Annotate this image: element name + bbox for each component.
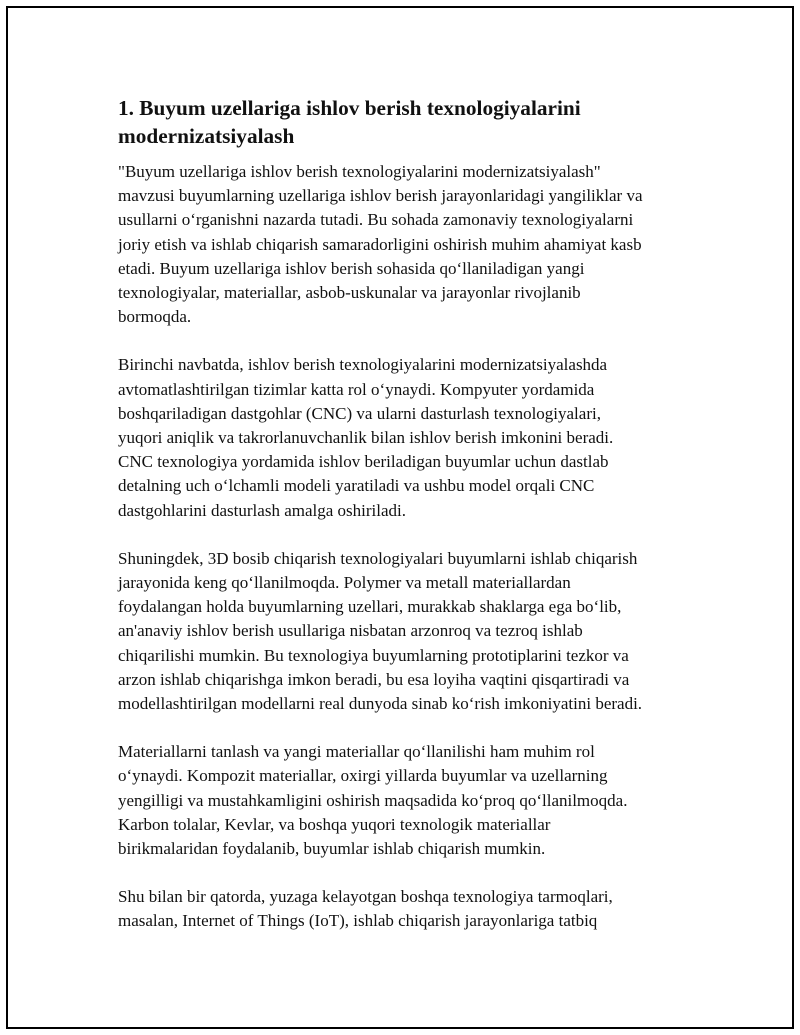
paragraph-3d-printing: Shuningdek, 3D bosib chiqarish texnologiyalari buyumlarni ishlab chiqarish jarayonida keng qo‘llanilmoqda. Polymer va metall materiallardan foydalangan holda buyumlarning uzellari, murakkab shaklarga ega bo‘lib, an'anaviy ishlov berish usullariga nisbatan arzonroq va tezroq ishlab chiqarilishi mumkin. Bu texnologiya buyumlarning prototiplarini tezkor va arzon ishlab chiqarishga imkon beradi, bu esa loyiha vaqtini qisqartiradi va modellashtirilgan modellarni real dunyoda sinab ko‘rish imkoniyatini beradi. xyxy=(118,548,643,714)
paragraph-intro: "Buyum uzellariga ishlov berish texnologiyalarini modernizatsiyalash" mavzusi buyumlarning uzellariga ishlov berish jarayonlaridagi yangiliklar va usullarni o‘rganishni nazarda tutadi. Bu sohada zamonaviy texnologiyalarni joriy etish va ishlab chiqarish samaradorligini oshirish muhim ahamiyat kasb etadi. Buyum uzellariga ishlov berish sohasida qo‘llaniladigan yangi texnologiyalar, materiallar, asbob-uskunalar va jarayonlar rivojlanib bormoqda. xyxy=(118,162,643,327)
paragraph-materials: Materiallarni tanlash va yangi materiallar qo‘llanilishi ham muhim rol o‘ynaydi. Kompozit materiallar, oxirgi yillarda buyumlar va uzellarning yengilligi va mustahkamligini oshirish maqsadida ko‘proq qo‘llanilmoqda. Karbon tolalar, Kevlar, va boshqa yuqori texnologik materiallar birikmalaridan foydalanib, buyumlar ishlab chiqarish mumkin. xyxy=(118,742,628,859)
paragraph-iot: Shu bilan bir qatorda, yuzaga kelayotgan boshqa texnologiya tarmoqlari, masalan, Internet of Things (IoT), ishlab chiqarish jarayonlariga tatbiq xyxy=(118,887,613,931)
document-body xyxy=(118,94,698,958)
section-title: 1. Buyum uzellariga ishlov berish texnologiyalarini modernizatsiyalash xyxy=(118,96,581,148)
paragraph-cnc: Birinchi navbatda, ishlov berish texnologiyalarini modernizatsiyalashda avtomatlashtirilgan tizimlar katta rol o‘ynaydi. Kompyuter yordamida boshqariladigan dastgohlar (CNC) va ularni dasturlash texnologiyalari, yuqori aniqlik va takrorlanuvchanlik bilan ishlov berish imkonini beradi. CNC texnologiya yordamida ishlov beriladigan buyumlar uchun dastlab detalning uch o‘lchamli modeli yaratiladi va ushbu model orqali CNC dastgohlarini dasturlash amalga oshiriladi. xyxy=(118,355,614,520)
